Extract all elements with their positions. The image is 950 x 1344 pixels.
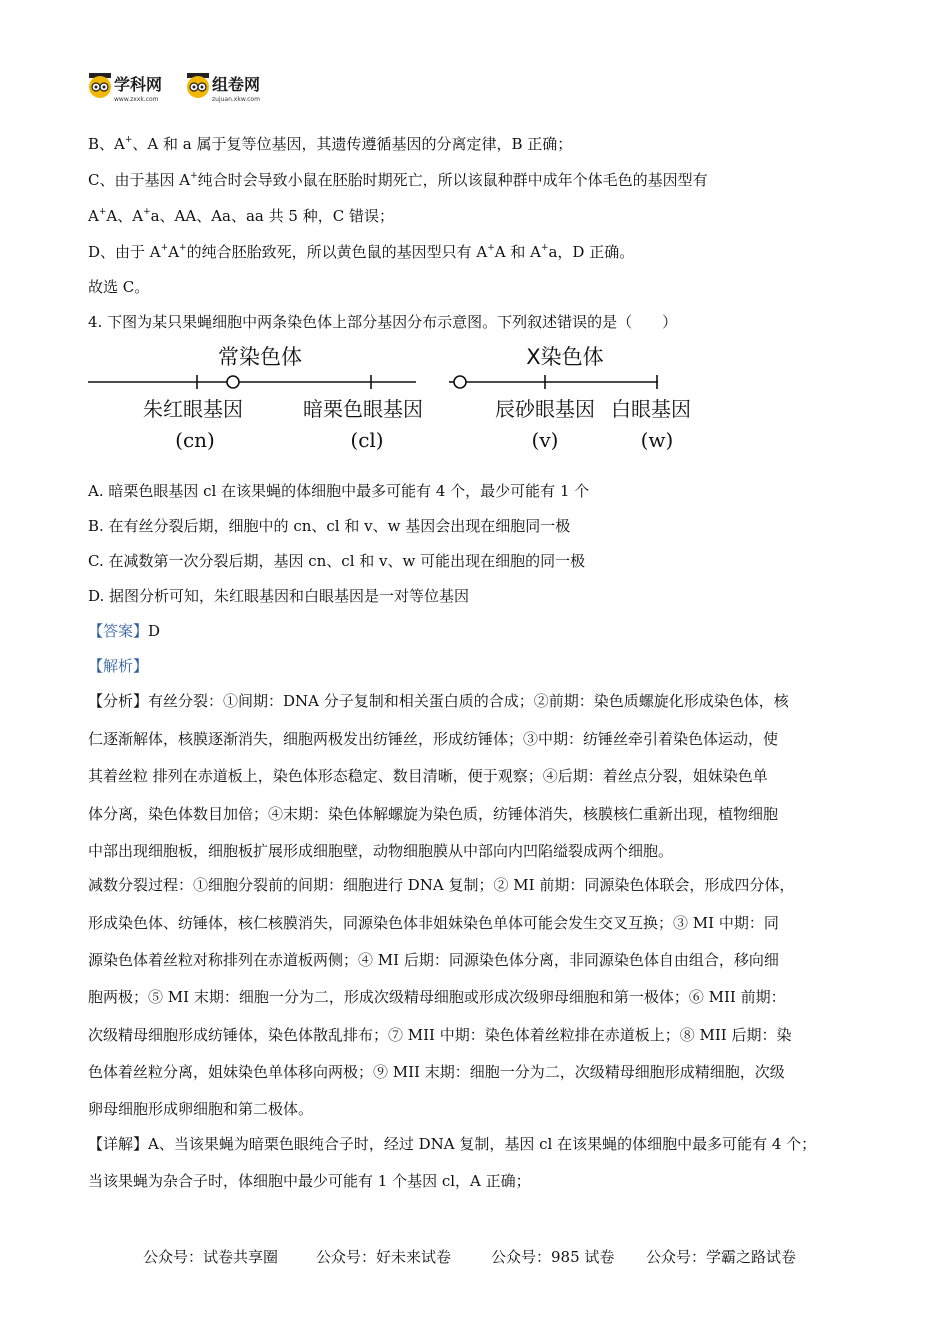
analysis-line: 卵母细胞形成卵细胞和第二极体。 bbox=[88, 1100, 314, 1118]
answer-line bbox=[88, 621, 160, 641]
option-d: D. 据图分析可知，朱红眼基因和白眼基因是一对等位基因 bbox=[88, 587, 470, 605]
logo2-text: 组卷网 bbox=[212, 75, 261, 94]
gene-symbol-cl: (cl) bbox=[350, 428, 384, 452]
option-c: C. 在减数第一次分裂后期，基因 cn、cl 和 v、w 可能出现在细胞的同一极 bbox=[88, 552, 586, 570]
analysis-label: 【解析】 bbox=[88, 657, 149, 675]
gene-symbol-w: (w) bbox=[640, 428, 674, 452]
analysis-line: 减数分裂过程：①细胞分裂前的间期：细胞进行 DNA 复制；② MI 前期：同源染色体联会，形成四分体， bbox=[88, 876, 795, 894]
analysis-line: 体分离，染色体数目加倍；④末期：染色体解螺旋为染色质，纺锤体消失，核膜核仁重新出现，植物细胞 bbox=[88, 805, 779, 823]
site-logo bbox=[86, 70, 286, 106]
analysis-line: 次级精母细胞形成纺锤体，染色体散乱排布；⑦ MII 中期：染色体着丝粒排在赤道板上；⑧ MII 后期：染 bbox=[88, 1026, 792, 1044]
analysis-line: 胞两极；⑤ MI 末期：细胞一分为二，形成次级精母细胞或形成次级卵母细胞和第一极体；⑥ MII 前期： bbox=[88, 988, 786, 1006]
option-b: B. 在有丝分裂后期，细胞中的 cn、cl 和 v、w 基因会出现在细胞同一极 bbox=[88, 517, 571, 535]
gene-name-v: 辰砂眼基因 bbox=[495, 397, 595, 421]
footer-account-3: 公众号：985 试卷 bbox=[491, 1248, 615, 1266]
gene-symbol-v: (v) bbox=[531, 428, 559, 452]
option-a: A. 暗栗色眼基因 cl 在该果蝇的体细胞中最多可能有 4 个，最少可能有 1 个 bbox=[88, 482, 590, 500]
analysis-line: 色体着丝粒分离，姐妹染色单体移向两极；⑨ MII 末期：细胞一分为二，次级精母细胞形成精细胞，次级 bbox=[88, 1063, 785, 1081]
gene-name-w: 白眼基因 bbox=[611, 397, 691, 421]
gene-name-cl: 暗栗色眼基因 bbox=[303, 397, 423, 421]
text-line: C、由于基因 A+纯合时会导致小鼠在胚胎时期死亡，所以该鼠种群中成年个体毛色的基因型有 bbox=[88, 171, 708, 189]
analysis-line: 【分析】有丝分裂：①间期：DNA 分子复制和相关蛋白质的合成；②前期：染色质螺旋化形成染色体，核 bbox=[88, 692, 789, 710]
owl-icon bbox=[187, 73, 209, 98]
answer-value: D bbox=[148, 622, 161, 640]
x-chromosome-label: X染色体 bbox=[526, 345, 604, 369]
analysis-line: 当该果蝇为杂合子时，体细胞中最少可能有 1 个基因 cl，A 正确； bbox=[88, 1172, 531, 1190]
question-stem: 4. 下图为某只果蝇细胞中两条染色体上部分基因分布示意图。下列叙述错误的是（ ） bbox=[88, 313, 678, 331]
logo1-url: www.zxxk.com bbox=[114, 96, 159, 103]
text-line: A+A、A+a、AA、Aa、aa 共 5 种，C 错误； bbox=[88, 207, 394, 225]
text-line: B、A+、A 和 a 属于复等位基因，其遗传遵循基因的分离定律，B 正确； bbox=[88, 135, 573, 153]
analysis-line: 其着丝粒 排列在赤道板上，染色体形态稳定、数目清晰，便于观察；④后期：着丝点分裂，姐妹染色单 bbox=[88, 767, 768, 785]
owl-icon bbox=[89, 73, 111, 98]
gene-symbol-cn: (cn) bbox=[175, 428, 215, 452]
footer-account-2: 公众号：好未来试卷 bbox=[316, 1248, 452, 1266]
analysis-line: 仁逐渐解体，核膜逐渐消失，细胞两极发出纺锤丝，形成纺锤体；③中期：纺锤丝牵引着染色体运动，使 bbox=[88, 730, 779, 748]
chromosome-diagram bbox=[80, 338, 720, 460]
answer-label: 【答案】 bbox=[88, 622, 149, 640]
text-line: 故选 C。 bbox=[88, 278, 150, 296]
footer-account-1: 公众号：试卷共享圈 bbox=[143, 1248, 279, 1266]
analysis-line: 中部出现细胞板，细胞板扩展形成细胞壁，动物细胞膜从中部向内凹陷缢裂成两个细胞。 bbox=[88, 842, 674, 860]
x-chromosome-line bbox=[449, 375, 658, 389]
analysis-line: 源染色体着丝粒对称排列在赤道板两侧；④ MI 后期：同源染色体分离，非同源染色体自由组合，移向细 bbox=[88, 951, 779, 969]
logo2-url: zujuan.xkw.com bbox=[212, 96, 260, 103]
autosome-label: 常染色体 bbox=[218, 345, 302, 369]
footer-account-4: 公众号：学霸之路试卷 bbox=[646, 1248, 797, 1266]
autosome-line bbox=[88, 375, 416, 389]
analysis-line: 【详解】A、当该果蝇为暗栗色眼纯合子时，经过 DNA 复制，基因 cl 在该果蝇的体细胞中最多可能有 4 个； bbox=[88, 1135, 817, 1153]
gene-name-cn: 朱红眼基因 bbox=[143, 397, 243, 421]
text-line: D、由于 A+A+的纯合胚胎致死，所以黄色鼠的基因型只有 A+A 和 A+a，D 正确。 bbox=[88, 243, 635, 261]
logo1-text: 学科网 bbox=[114, 75, 163, 94]
analysis-line: 形成染色体、纺锤体，核仁核膜消失，同源染色体非姐妹染色单体可能会发生交叉互换；③ MI 中期：同 bbox=[88, 914, 779, 932]
